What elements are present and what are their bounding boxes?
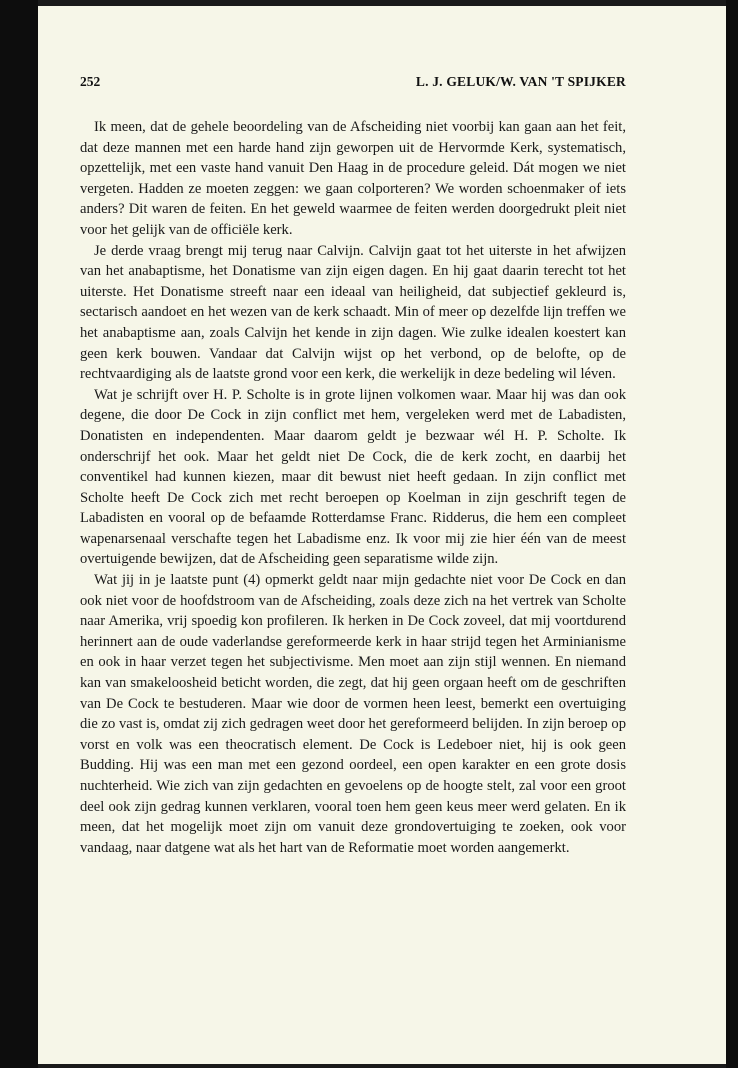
body-text [80, 117, 626, 858]
scan-left-border [0, 0, 38, 1068]
page-header [80, 74, 626, 94]
scan-right-border [726, 0, 738, 1068]
running-head: L. J. GELUK/W. VAN 'T SPIJKER [415, 74, 626, 89]
paragraph-2: Je derde vraag brengt mij terug naar Calvijn. Calvijn gaat tot het uiterste in het afwijzen van het anabaptisme, het Donatisme van zijn eigen dagen. En hij gaat daarin terecht tot het uiterste. Het Donatisme streeft naar een ideaal van heiligheid, dat subjectief gekleurd is, sectarisch aandoet en het wezen van de kerk schaadt. Min of meer op dezelfde lijn treffen we het anabaptisme aan, zoals Calvijn het kende in zijn dagen. Wie zulke idealen koestert kan geen kerk bouwen. Vandaar dat Calvijn wijst op het verbond, op de belofte, op de rechtvaardiging als de laatste grond voor een kerk, die werkelijk in deze bedeling wil léven. [80, 242, 626, 383]
paragraph-1: Ik meen, dat de gehele beoordeling van de Afscheiding niet voorbij kan gaan aan het feit, dat deze mannen met een harde hand zijn geworpen uit de Hervormde Kerk, systematisch, opzettelijk, met een vaste hand vanuit Den Haag in de procedure geleid. Dát mogen we niet vergeten. Hadden ze moeten zeggen: we gaan colporteren? We worden schoenmaker of iets anders? Dit waren de feiten. En het geweld waarmee de feiten werden doorgedrukt pleit niet voor het gelijk van de officiële kerk. [80, 119, 626, 238]
paragraph-4: Wat jij in je laatste punt (4) opmerkt geldt naar mijn gedachte niet voor De Cock en dan ook niet voor de hoofdstroom van de Afscheiding, zoals deze zich na het vertrek van Scholte naar Amerika, vrij spoedig kon profileren. Ik herken in De Cock zoveel, dat mij voortdurend herinnert aan de oude vaderlandse gereformeerde kerk in haar strijd tegen het Arminianisme en ook in haar verzet tegen het subjectivisme. Men moet aan zijn stijl wennen. En niemand kan van smakeloosheid beticht worden, die zegt, dat hij geen orgaan heeft om de geschriften van De Cock te bestuderen. Maar wie door de vormen heen leest, bemerkt een overtuiging die zo vast is, omdat zij zich gedragen weet door het gereformeerd belijden. In zijn beroep op vorst en volk was een theocratisch element. De Cock is Ledeboer niet, hij is ook geen Budding. Hij was een man met een gezond oordeel, een open karakter en een grote dosis nuchterheid. Wie zich van zijn gedachten en gevoelens op de hoogte stelt, zal voor een groot deel ook zijn gedrag kunnen verklaren, vooral toen hem geen keus meer werd gelaten. En ik meen, dat het mogelijk moet zijn om vanuit deze grondovertuiging te zoeken, ook voor vandaag, naar datgene wat als het hart van de Reformatie moet worden aangemerkt. [80, 572, 626, 856]
page-number: 252 [80, 74, 101, 89]
paragraph-3: Wat je schrijft over H. P. Scholte is in grote lijnen volkomen waar. Maar hij was dan ook degene, die door De Cock in zijn conflict met hem, vergeleken werd met de Labadisten, Donatisten en independenten. Maar daarom geldt je bezwaar wél H. P. Scholte. Ik onderschrijf het ook. Maar het geldt niet De Cock, die de kerk zocht, en daarbij het conventikel had kunnen kiezen, maar dit bewust niet heeft gedaan. In zijn conflict met Scholte heeft De Cock zich met recht beroepen op Koelman in zijn geschrift tegen de Labadisten en vooral op de befaamde Rotterdamse Franc. Ridderus, die hem een compleet wapenarsenaal verschafte tegen het Labadisme enz. Ik voor mij zie hier één van de meest overtuigende bewijzen, dat de Afscheiding geen separatisme wilde zijn. [80, 386, 626, 568]
